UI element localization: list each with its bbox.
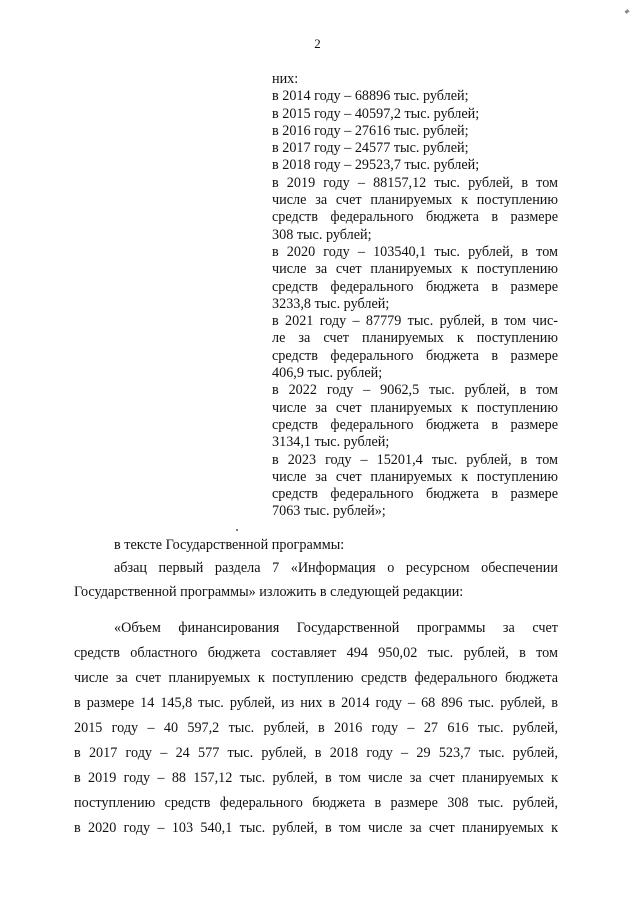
body-line: числе за счет планируемых к поступлению средств федерального бюджета xyxy=(74,670,558,686)
column-line: числе за счет планируемых к поступлению xyxy=(272,261,558,278)
column-line: 308 тыс. рублей; xyxy=(272,226,372,243)
column-line: в 2021 году – 87779 тыс. рублей, в том чис- xyxy=(272,313,558,330)
body-line: средств областного бюджета составляет 494 950,02 тыс. рублей, в том xyxy=(74,645,558,661)
body-line: в 2020 году – 103 540,1 тыс. рублей, в том числе за счет планируемых к xyxy=(74,820,558,836)
column-line: 406,9 тыс. рублей; xyxy=(272,365,383,382)
column-line: числе за счет планируемых к поступлению xyxy=(272,192,558,209)
page-number: 2 xyxy=(314,36,321,51)
column-line: в 2019 году – 88157,12 тыс. рублей, в том xyxy=(272,174,558,191)
column-line: в 2016 году – 27616 тыс. рублей; xyxy=(272,122,469,139)
body-line: поступлению средств федерального бюджета в размере 308 тыс. рублей, xyxy=(74,795,558,811)
scan-mark xyxy=(625,9,630,14)
scan-dot xyxy=(236,529,238,531)
body-line: в 2017 году – 24 577 тыс. рублей, в 2018 году – 29 523,7 тыс. рублей, xyxy=(74,745,558,761)
column-line: в 2022 году – 9062,5 тыс. рублей, в том xyxy=(272,382,558,399)
column-line: числе за счет планируемых к поступлению xyxy=(272,468,558,485)
body-line: «Объем финансирования Государственной программы за счет xyxy=(114,620,558,636)
column-line: в 2023 году – 15201,4 тыс. рублей, в том xyxy=(272,451,558,468)
column-line: средств федерального бюджета в размере xyxy=(272,347,558,364)
body-line: в 2019 году – 88 157,12 тыс. рублей, в том числе за счет планируемых к xyxy=(74,770,558,786)
column-line: в 2017 году – 24577 тыс. рублей; xyxy=(272,140,469,157)
body-line: абзац первый раздела 7 «Информация о ресурсном обеспечении xyxy=(114,560,558,576)
column-line: в 2018 году – 29523,7 тыс. рублей; xyxy=(272,157,480,174)
column-line: числе за счет планируемых к поступлению xyxy=(272,399,558,416)
body-line: Государственной программы» изложить в следующей редакции: xyxy=(74,584,464,600)
column-line: в 2015 году – 40597,2 тыс. рублей; xyxy=(272,105,480,122)
column-line: 3233,8 тыс. рублей; xyxy=(272,295,390,312)
column-line: 7063 тыс. рублей»; xyxy=(272,503,386,520)
body-line: в тексте Государственной программы: xyxy=(114,537,345,553)
column-line: средств федерального бюджета в размере xyxy=(272,486,558,503)
column-line: в 2014 году – 68896 тыс. рублей; xyxy=(272,88,469,105)
quoted-column-text xyxy=(272,71,558,521)
column-line: средств федерального бюджета в размере xyxy=(272,278,558,295)
column-line: в 2020 году – 103540,1 тыс. рублей, в том xyxy=(272,243,558,260)
column-line: средств федерального бюджета в размере xyxy=(272,416,558,433)
body-line: в размере 14 145,8 тыс. рублей, из них в 2014 году – 68 896 тыс. рублей, в xyxy=(74,695,558,711)
column-line: ле за счет планируемых к поступлению xyxy=(272,330,558,347)
column-line: них: xyxy=(272,71,299,87)
body-line: 2015 году – 40 597,2 тыс. рублей, в 2016 году – 27 616 тыс. рублей, xyxy=(74,720,558,736)
column-line: 3134,1 тыс. рублей; xyxy=(272,434,390,451)
column-line: средств федерального бюджета в размере xyxy=(272,209,558,226)
